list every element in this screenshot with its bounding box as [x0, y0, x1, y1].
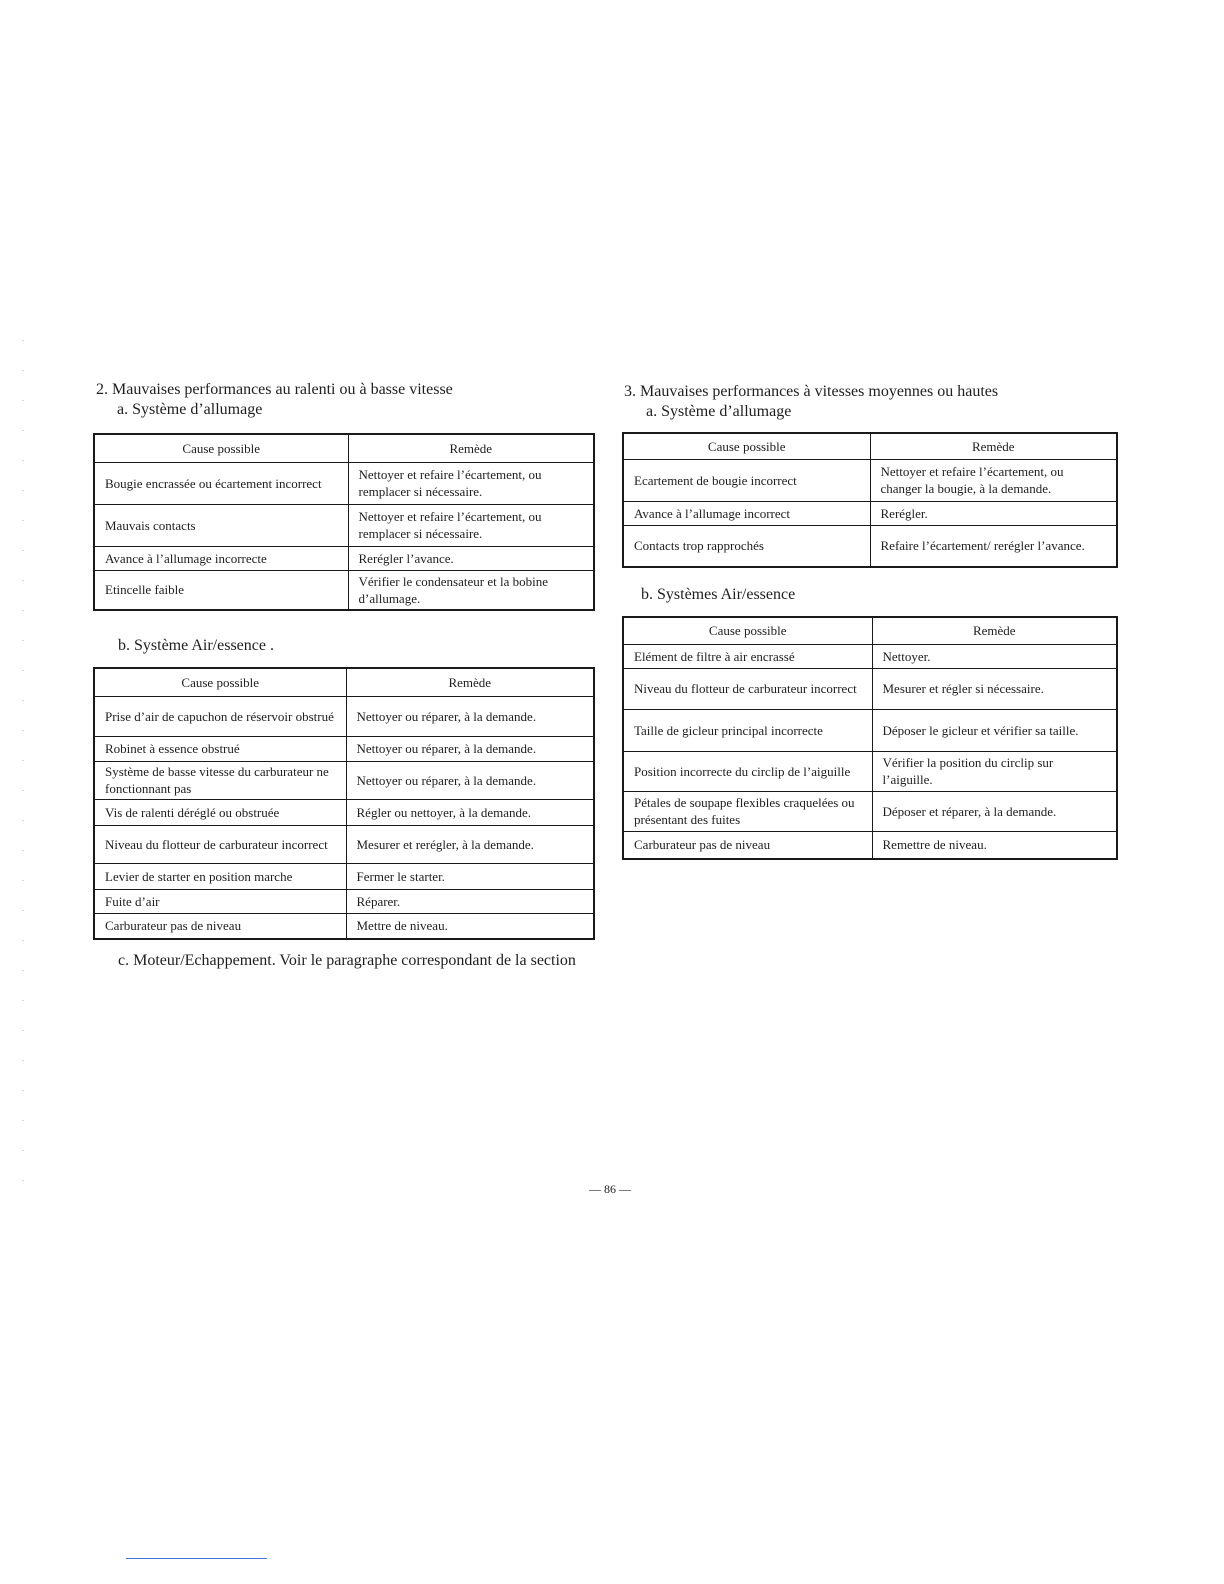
cause-cell: Avance à l’allumage incorrect [623, 501, 870, 525]
remede-cell: Mesurer et régler si nécessaire. [872, 668, 1117, 709]
cause-cell: Ecartement de bougie incorrect [623, 459, 870, 501]
table-row [94, 570, 594, 610]
table-row [94, 863, 594, 889]
remede-cell: Déposer le gicleur et vérifier sa taille. [872, 709, 1117, 751]
table-row [94, 736, 594, 761]
table-2a-allumage [93, 433, 595, 611]
remede-cell: Réparer. [346, 889, 594, 913]
cause-cell: Carburateur pas de niveau [94, 913, 346, 939]
table-row [623, 459, 1117, 501]
section-3a-title: a. Système d’allumage [646, 403, 792, 420]
column-header-remede: Remède [346, 668, 594, 696]
table-3a-allumage [622, 432, 1118, 568]
remede-cell: Nettoyer. [872, 644, 1117, 668]
cause-cell: Taille de gicleur principal incorrecte [623, 709, 872, 751]
remede-cell: Vérifier la position du circlip sur l’aiguille. [872, 751, 1117, 791]
bottom-rule [126, 1558, 267, 1559]
cause-cell: Contacts trop rapprochés [623, 525, 870, 567]
table-row [623, 644, 1117, 668]
column-header-cause: Cause possible [94, 434, 348, 462]
table-row [623, 668, 1117, 709]
remede-cell: Rerégler. [870, 501, 1117, 525]
table-row [94, 761, 594, 799]
table-row [94, 546, 594, 570]
remede-cell: Nettoyer et refaire l’écartement, ou remplacer si nécessaire. [348, 462, 594, 504]
cause-cell: Elément de filtre à air encrassé [623, 644, 872, 668]
cause-cell: Avance à l’allumage incorrecte [94, 546, 348, 570]
table-row [623, 709, 1117, 751]
cause-cell: Niveau du flotteur de carburateur incorrect [94, 825, 346, 863]
cause-cell: Prise d’air de capuchon de réservoir obstrué [94, 696, 346, 736]
table-row [623, 831, 1117, 859]
column-header-cause: Cause possible [623, 617, 872, 644]
cause-cell: Etincelle faible [94, 570, 348, 610]
section-2b-title: b. Système Air/essence . [118, 637, 274, 654]
table-row [94, 462, 594, 504]
remede-cell: Rerégler l’avance. [348, 546, 594, 570]
table-row [94, 799, 594, 825]
cause-cell: Pétales de soupape flexibles craquelées ou présentant des fuites [623, 791, 872, 831]
cause-cell: Levier de starter en position marche [94, 863, 346, 889]
column-header-remede: Remède [870, 433, 1117, 459]
cause-cell: Niveau du flotteur de carburateur incorrect [623, 668, 872, 709]
table-row [94, 504, 594, 546]
margin-scan-marks [22, 340, 24, 1200]
section-2a-title: a. Système d’allumage [117, 401, 263, 418]
cause-cell: Robinet à essence obstrué [94, 736, 346, 761]
table-row [94, 825, 594, 863]
page-number: — 86 — [589, 1182, 631, 1196]
remede-cell: Nettoyer ou réparer, à la demande. [346, 736, 594, 761]
table-row [623, 751, 1117, 791]
table-row [623, 791, 1117, 831]
cause-cell: Mauvais contacts [94, 504, 348, 546]
remede-cell: Nettoyer ou réparer, à la demande. [346, 761, 594, 799]
cause-cell: Carburateur pas de niveau [623, 831, 872, 859]
remede-cell: Remettre de niveau. [872, 831, 1117, 859]
remede-cell: Nettoyer et refaire l’écartement, ou remplacer si nécessaire. [348, 504, 594, 546]
cause-cell: Bougie encrassée ou écartement incorrect [94, 462, 348, 504]
remede-cell: Vérifier le condensateur et la bobine d’allumage. [348, 570, 594, 610]
column-header-remede: Remède [872, 617, 1117, 644]
column-header-cause: Cause possible [623, 433, 870, 459]
section-3b-title: b. Systèmes Air/essence [641, 586, 796, 603]
table-row [94, 696, 594, 736]
cause-cell: Position incorrecte du circlip de l’aiguille [623, 751, 872, 791]
column-header-cause: Cause possible [94, 668, 346, 696]
remede-cell: Nettoyer et refaire l’écartement, ou changer la bougie, à la demande. [870, 459, 1117, 501]
remede-cell: Régler ou nettoyer, à la demande. [346, 799, 594, 825]
remede-cell: Fermer le starter. [346, 863, 594, 889]
cause-cell: Fuite d’air [94, 889, 346, 913]
section-2-heading: 2. Mauvaises performances au ralenti ou à basse vitesse [96, 381, 453, 398]
table-3b-air-essence [622, 616, 1118, 860]
remede-cell: Mettre de niveau. [346, 913, 594, 939]
table-row [94, 913, 594, 939]
remede-cell: Déposer et réparer, à la demande. [872, 791, 1117, 831]
table-row [94, 889, 594, 913]
table-row [623, 525, 1117, 567]
remede-cell: Mesurer et rerégler, à la demande. [346, 825, 594, 863]
table-2b-air-essence [93, 667, 595, 940]
column-header-remede: Remède [348, 434, 594, 462]
section-3-heading: 3. Mauvaises performances à vitesses moyennes ou hautes [624, 383, 999, 400]
remede-cell: Nettoyer ou réparer, à la demande. [346, 696, 594, 736]
table-row [623, 501, 1117, 525]
cause-cell: Vis de ralenti déréglé ou obstruée [94, 799, 346, 825]
remede-cell: Refaire l’écartement/ rerégler l’avance. [870, 525, 1117, 567]
section-2c-paragraph: c. Moteur/Echappement. Voir le paragraphe correspondant de la section [118, 952, 576, 969]
cause-cell: Système de basse vitesse du carburateur ne fonctionnant pas [94, 761, 346, 799]
